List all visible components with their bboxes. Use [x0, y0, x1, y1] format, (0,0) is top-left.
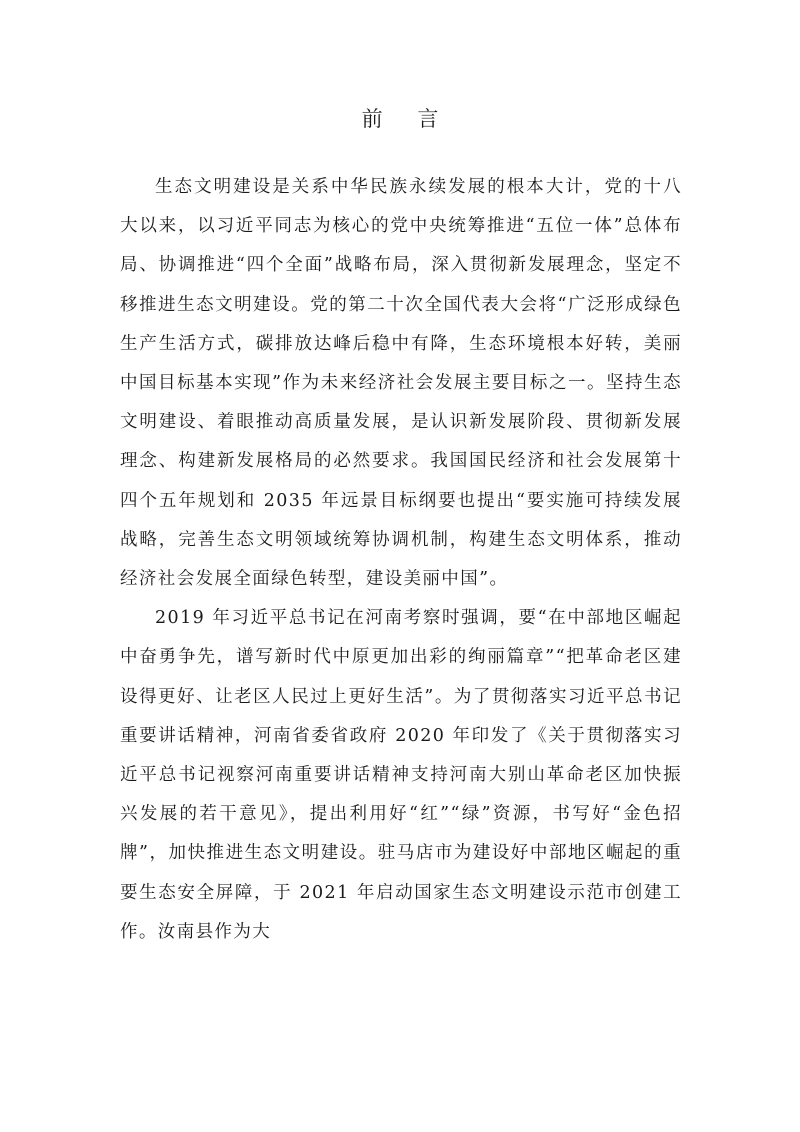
document-body: [120, 168, 682, 952]
paragraph-1: 生态文明建设是关系中华民族永续发展的根本大计，党的十八大以来，以习近平同志为核心的党中央统筹推进“五位一体”总体布局、协调推进“四个全面”战略布局，深入贯彻新发展理念，坚定不移推进生态文明建设。党的第二十次全国代表大会将“广泛形成绿色生产生活方式，碳排放达峰后稳中有降，生态环境根本好转，美丽中国目标基本实现”作为未来经济社会发展主要目标之一。坚持生态文明建设、着眼推动高质量发展，是认识新发展阶段、贯彻新发展理念、构建新发展格局的必然要求。我国国民经济和社会发展第十四个五年规划和 2035 年远景目标纲要也提出“要实施可持续发展战略，完善生态文明领域统筹协调机制，构建生态文明体系，推动经济社会发展全面绿色转型，建设美丽中国”。: [120, 177, 682, 590]
page-title: 前 言: [361, 107, 453, 131]
paragraph-2: 2019 年习近平总书记在河南考察时强调，要“在中部地区崛起中奋勇争先，谱写新时代中原更加出彩的绚丽篇章”“把革命老区建设得更好、让老区人民过上更好生活”。为了贯彻落实习近平总书记重要讲话精神，河南省委省政府 2020 年印发了《关于贯彻落实习近平总书记视察河南重要讲话精神支持河南大别山革命老区加快振兴发展的若干意见》，提出利用好“红”“绿”资源，书写好“金色招牌”，加快推进生态文明建设。驻马店市为建设好中部地区崛起的重要生态安全屏障，于 2021 年启动国家生态文明建设示范市创建工作。汝南县作为大: [120, 608, 682, 942]
